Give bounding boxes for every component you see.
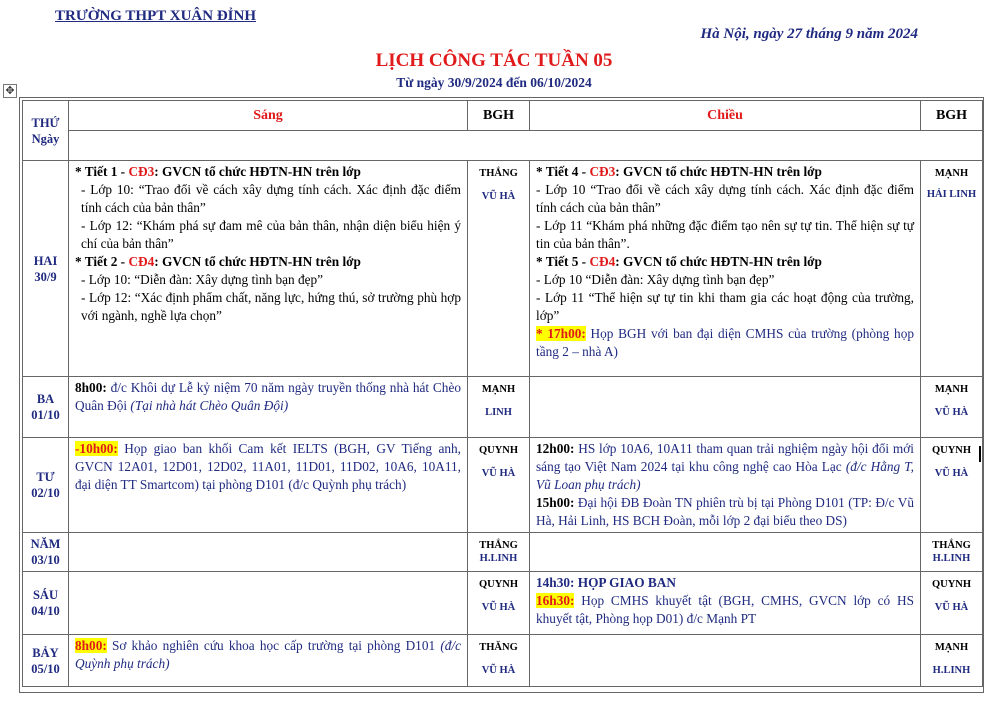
day-name: BA (36, 392, 55, 406)
period-heading: * Tiết 2 - CĐ4: GVCN tổ chức HĐTN-HN trên lớp (75, 254, 361, 269)
morning-header: Sáng (69, 101, 468, 131)
period-item: - Lớp 12: “Xác định phẩm chất, năng lực, hứng thú, sở trường phù hợp với ngành, nghề lựa chọn” (81, 290, 461, 323)
header-row (23, 101, 983, 131)
day-header-label: THỨ (31, 115, 60, 130)
event-item: -10h00: Họp giao ban khối Cam kết IELTS (BGH, GV Tiếng anh, GVCN 12A01, 12D01, 12D02, 11A01, 11D01, 11D02, 10A6, 10A11, đại diện TT Smartcom) tại phòng D101 (đ/c Quỳnh phụ trách) (75, 441, 461, 492)
row-tuesday (23, 377, 983, 438)
bgh-name: QUYNH (931, 445, 972, 456)
bgh-name: THẮNG (479, 168, 518, 179)
day-date: 01/10 (31, 408, 60, 422)
event-item: 14h30: HỌP GIAO BAN (536, 575, 677, 590)
event-item: 16h30: Họp CMHS khuyết tật (BGH, CMHS, GVCN lớp có HS khuyết tật, Phòng họp D01) đ/c Mạnh PT (536, 593, 914, 626)
day-cell (23, 161, 69, 377)
bgh-name: QUYNH (931, 579, 972, 590)
row-saturday (23, 635, 983, 687)
bgh-afternoon-cell (921, 635, 983, 687)
event-item: 12h00: HS lớp 10A6, 10A11 tham quan trải nghiệm ngày hội đổi mới sáng tạo Việt Nam 2024 tại khu công nghệ cao Hòa Lạc (đ/c Hằng T, Vũ Loan phụ trách) (536, 441, 915, 492)
header-spacer-row (23, 131, 983, 161)
afternoon-cell (530, 572, 921, 635)
day-cell (23, 572, 69, 635)
afternoon-cell (530, 377, 921, 438)
bgh-name: VŨ HÀ (934, 602, 969, 613)
text-cursor (979, 446, 981, 462)
day-name: TƯ (36, 470, 55, 484)
bgh-morning-cell (468, 438, 530, 533)
afternoon-cell (530, 533, 921, 572)
bgh-name: VŨ HÀ (481, 468, 516, 479)
period-item: - Lớp 10: “Diễn đàn: Xây dựng tình bạn đẹp” (81, 272, 324, 287)
morning-cell (69, 572, 468, 635)
bgh-name: H.LINH (932, 553, 971, 564)
bgh-name: QUYNH (478, 579, 519, 590)
bgh-name: VŨ HÀ (481, 602, 516, 613)
afternoon-cell (530, 635, 921, 687)
bgh-name: MẠNH (934, 642, 969, 653)
morning-cell (69, 635, 468, 687)
period-item: - Lớp 10 “Trao đổi về cách xây dựng tính cách. Xác định đặc điểm tính cách của bản thân” (536, 182, 914, 215)
period-heading: * Tiết 5 - CĐ4: GVCN tổ chức HĐTN-HN trên lớp (536, 254, 822, 269)
date-line: Hà Nội, ngày 27 tháng 9 năm 2024 (700, 26, 918, 42)
bgh-afternoon-cell (921, 572, 983, 635)
bgh-name: H.LINH (932, 665, 971, 676)
period-item: - Lớp 11 “Khám phá những đặc điểm tạo nên sự tự tin. Thể hiện sự tự tin của bản thân”. (536, 218, 914, 251)
day-name: NĂM (30, 537, 61, 551)
bgh-afternoon-cell (921, 533, 983, 572)
bgh-morning-cell (468, 533, 530, 572)
day-name: BẢY (32, 645, 59, 660)
day-cell (23, 377, 69, 438)
bgh-afternoon-header: BGH (921, 101, 983, 131)
bgh-name: THĂNG (479, 642, 518, 653)
bgh-morning-cell (468, 572, 530, 635)
day-cell (23, 438, 69, 533)
bgh-morning-cell (468, 377, 530, 438)
school-name: TRƯỜNG THPT XUÂN ĐỈNH (55, 8, 256, 24)
event-item: 15h00: Đại hội ĐB Đoàn TN phiên trù bị tại Phòng D101 (TP: Đ/c Vũ Hà, Hải Linh, HS BCH Đoàn, mỗi lớp 2 đại biểu theo DS) (536, 495, 914, 528)
bgh-name: MẠNH (481, 384, 516, 395)
period-item: - Lớp 11 “Thể hiện sự tự tin khi tham gia các hoạt động của trường, lớp” (536, 290, 914, 323)
day-date: 04/10 (31, 604, 60, 618)
period-item: - Lớp 10: “Trao đổi về cách xây dựng tính cách. Xác định đặc điểm tính cách của bản thân” (81, 182, 461, 215)
bgh-afternoon-cell (921, 438, 983, 533)
bgh-name: LINH (485, 407, 512, 418)
document-title: LỊCH CÔNG TÁC TUẦN 05 (375, 50, 613, 71)
row-monday (23, 161, 983, 377)
period-heading: * Tiết 4 - CĐ3: GVCN tổ chức HĐTN-HN trên lớp (536, 164, 822, 179)
bgh-name: VŨ HÀ (934, 407, 969, 418)
morning-cell (69, 377, 468, 438)
bgh-name: THẮNG (479, 540, 518, 551)
bgh-morning-cell (468, 635, 530, 687)
morning-cell (69, 533, 468, 572)
day-cell (23, 635, 69, 687)
bgh-morning-header: BGH (468, 101, 530, 131)
event-item: 8h00: Sơ khảo nghiên cứu khoa học cấp trường tại phòng D101 (đ/c Quỳnh phụ trách) (75, 638, 461, 671)
day-cell (23, 533, 69, 572)
day-name: SÁU (32, 588, 58, 602)
bgh-name: VŨ HÀ (481, 191, 516, 202)
document-subtitle: Từ ngày 30/9/2024 đến 06/10/2024 (396, 75, 592, 90)
period-item: - Lớp 12: “Khám phá sự đam mê của bản thân, nhận diện biểu hiện ý chí của bản thân” (81, 218, 461, 251)
afternoon-cell (530, 161, 921, 377)
day-date: 30/9 (34, 269, 57, 284)
day-date: 03/10 (31, 553, 60, 567)
row-wednesday (23, 438, 983, 533)
bgh-afternoon-cell (921, 377, 983, 438)
bgh-name: VŨ HÀ (934, 468, 969, 479)
bgh-name: MẠNH (934, 168, 969, 179)
row-thursday (23, 533, 983, 572)
day-header (23, 101, 69, 161)
meeting-item: * 17h00: Họp BGH với ban đại diện CMHS của trường (phòng họp tầng 2 – nhà A) (536, 326, 915, 359)
period-heading: * Tiết 1 - CĐ3: GVCN tổ chức HĐTN-HN trên lớp (75, 164, 361, 179)
day-date: 05/10 (31, 661, 60, 676)
afternoon-header: Chiều (530, 101, 921, 131)
morning-cell (69, 438, 468, 533)
afternoon-cell (530, 438, 921, 533)
header-spacer (69, 131, 983, 161)
table-move-handle-icon[interactable]: ✥ (3, 84, 17, 98)
bgh-name: HẢI LINH (926, 189, 977, 200)
bgh-afternoon-cell (921, 161, 983, 377)
day-date: 02/10 (31, 486, 60, 500)
row-friday (23, 572, 983, 635)
bgh-name: VŨ HÀ (481, 665, 516, 676)
bgh-name: THẮNG (932, 540, 971, 551)
bgh-morning-cell (468, 161, 530, 377)
event-item: 8h00: đ/c Khôi dự Lễ kỷ niệm 70 năm ngày truyền thống nhà hát Chèo Quân Đội (Tại nhà hát Chèo Quân Đội) (75, 380, 461, 413)
schedule-table (22, 100, 983, 687)
date-header-label: Ngày (31, 131, 60, 146)
bgh-name: QUYNH (478, 445, 519, 456)
bgh-name: H.LINH (479, 553, 518, 564)
morning-cell (69, 161, 468, 377)
period-item: - Lớp 10 “Diễn đàn: Xây dựng tình bạn đẹp” (536, 272, 775, 287)
bgh-name: MẠNH (934, 384, 969, 395)
day-name: HAI (33, 253, 58, 268)
